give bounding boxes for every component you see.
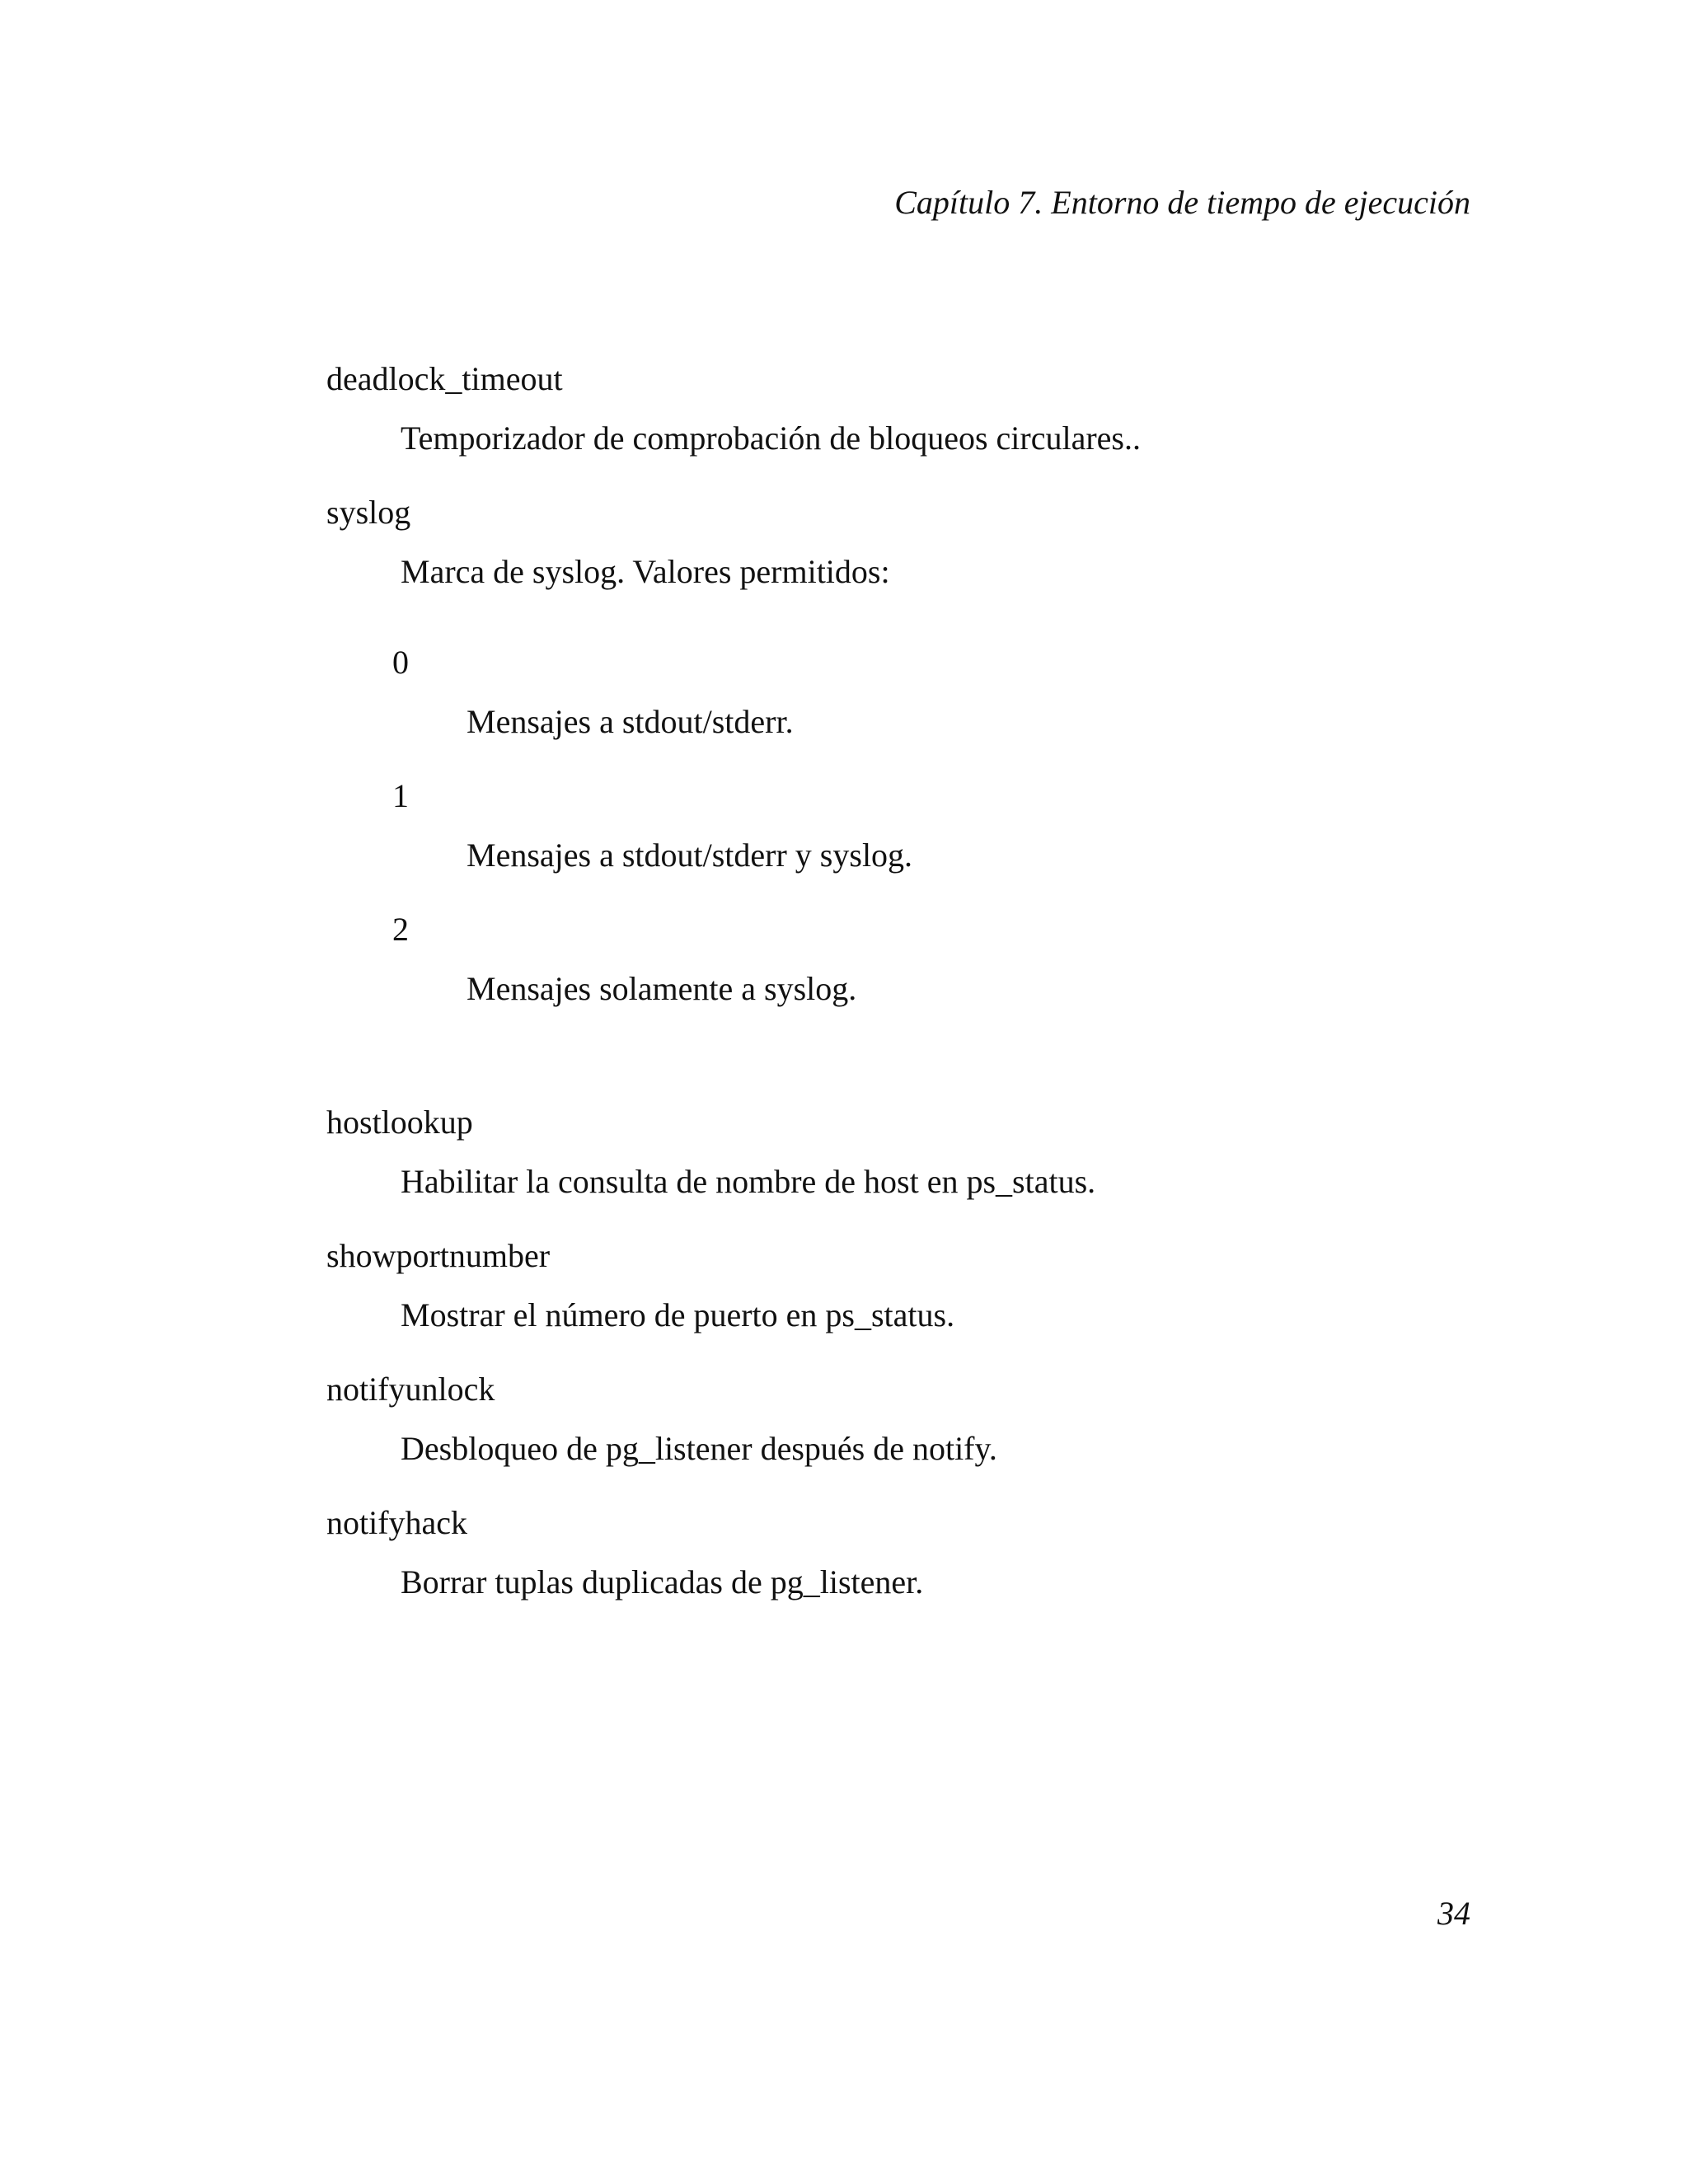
term-showportnumber: showportnumber [326,1237,551,1274]
description-showportnumber: Mostrar el número de puerto en ps_status. [401,1296,955,1333]
term-notifyunlock: notifyunlock [326,1371,495,1408]
description-syslog: Marca de syslog. Valores permitidos: [401,553,890,590]
description-hostlookup: Habilitar la consulta de nombre de host en ps_status. [401,1163,1096,1200]
syslog-value-2: 2 [392,911,409,948]
syslog-value-1-description: Mensajes a stdout/stderr y syslog. [467,837,913,874]
syslog-value-0-description: Mensajes a stdout/stderr. [467,703,794,740]
syslog-value-0: 0 [392,644,409,681]
description-notifyunlock: Desbloqueo de pg_listener después de notify. [401,1430,997,1467]
description-deadlock-timeout: Temporizador de comprobación de bloqueos circulares.. [401,419,1141,457]
syslog-value-2-description: Mensajes solamente a syslog. [467,970,857,1007]
running-header: Capítulo 7. Entorno de tiempo de ejecución [894,184,1470,221]
term-deadlock-timeout: deadlock_timeout [326,360,563,397]
page-number: 34 [1437,1895,1470,1932]
term-syslog: syslog [326,494,411,531]
term-notifyhack: notifyhack [326,1504,468,1541]
term-hostlookup: hostlookup [326,1104,473,1141]
description-notifyhack: Borrar tuplas duplicadas de pg_listener. [401,1563,924,1601]
syslog-value-1: 1 [392,777,409,814]
